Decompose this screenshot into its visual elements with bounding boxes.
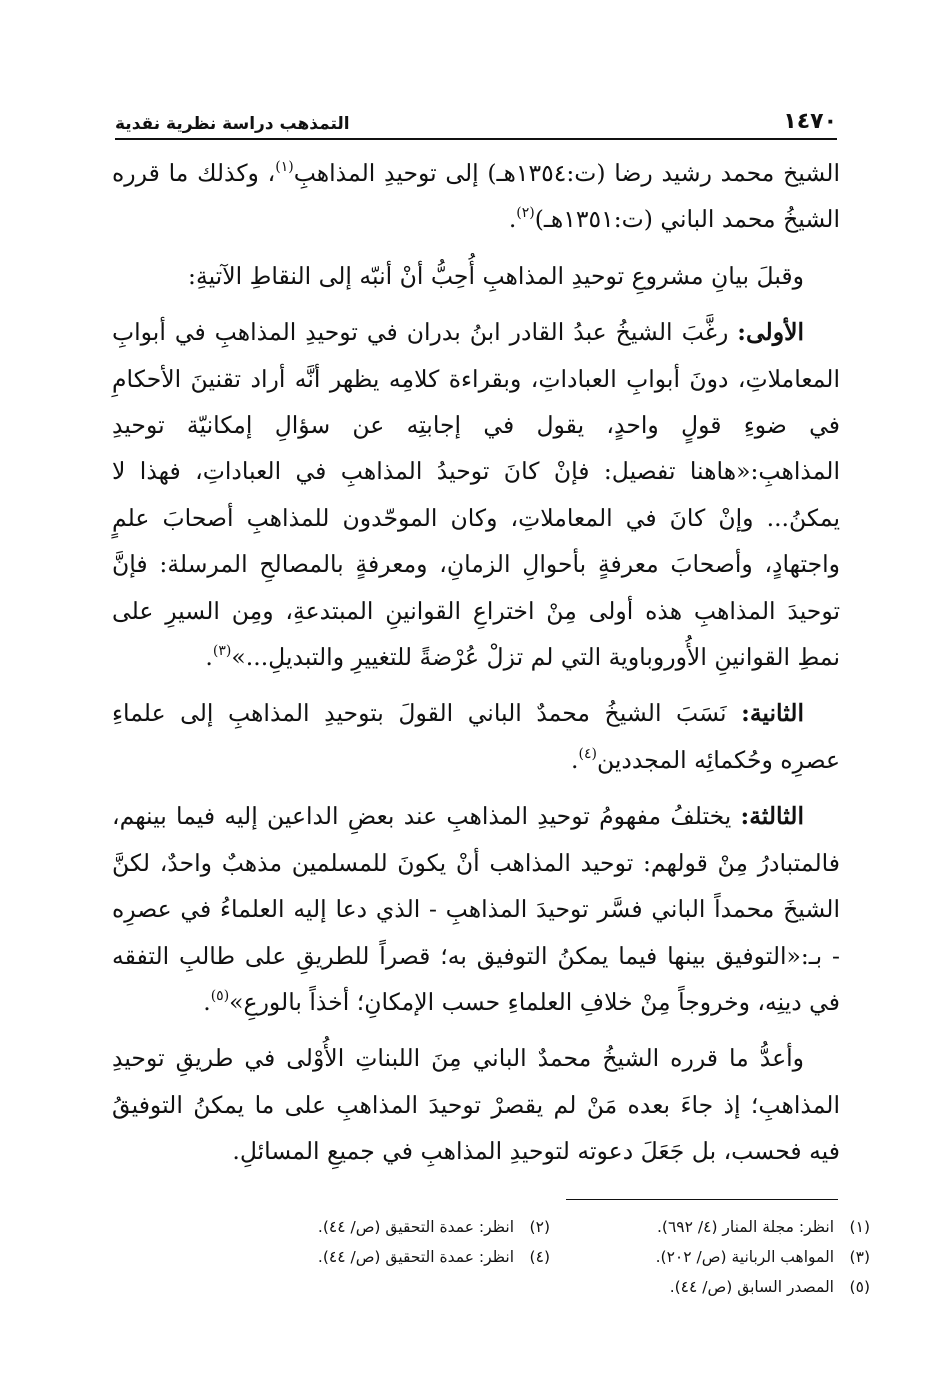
paragraph-2: وقبلَ بيانِ مشروعِ توحيدِ المذاهبِ أُحِبُّ أنْ أنبّه إلى النقاطِ الآتيةِ: <box>188 261 804 290</box>
footnote-text: انظر: عمدة التحقيق (ص/ ٤٤). <box>317 1218 514 1236</box>
footnote-5 <box>550 1272 870 1302</box>
footnote-number: (٣) <box>849 1248 870 1266</box>
footnote-number: (٢) <box>529 1218 550 1236</box>
paragraph-point-3 <box>112 793 840 1025</box>
footnote-text: المواهب الربانية (ص/ ٢٠٢). <box>655 1248 834 1266</box>
footnote-row <box>190 1242 870 1272</box>
footnote-number: (١) <box>849 1218 870 1236</box>
paragraph-point-2 <box>112 690 840 783</box>
running-header <box>115 100 837 140</box>
footnote-3 <box>550 1242 870 1272</box>
footnote-4 <box>230 1242 550 1272</box>
paragraph-conclusion: وأعدُّ ما قرره الشيخُ محمدٌ الباني مِنَ اللبناتِ الأُوْلى في طريقِ توحيدِ المذاهبِ؛ إذ جاءَ بعده مَنْ لم يقصرْ توحيدَ المذاهبِ على ما يمكنُ التوفيقُ فيه فحسب، بل جَعَلَ دعوته لتوحيدِ المذاهبِ في جميعِ المسائلِ. <box>112 1044 840 1166</box>
text-segment: يختلفُ مفهومُ توحيدِ المذاهبِ عند بعضِ الداعين إليه فيما بينهم، فالمتبادرُ مِنْ قولهم: توحيد المذاهب أنْ يكونَ للمسلمين مذهبٌ واحدٌ، لكنَّ الشيخَ محمداً الباني فسَّر توحيدَ المذاهبِ - الذي دعا إليه العلماءُ في عصرِه - بـ:«التوفيق بينها فيما يمكنُ التوفيق به؛ قصراً للطريقِ على طالبِ التفقه في دينِه، وخروجاً مِنْ خلافِ العلماءِ حسب الإمكانِ؛ أخذاً بالورعِ» <box>112 802 840 1016</box>
text-segment: . <box>203 987 211 1016</box>
text-segment: رغَّبَ الشيخُ عبدُ القادر ابنُ بدران في توحيدِ المذاهبِ في أبوابِ المعاملاتِ، دونَ أبوابِ العباداتِ، وبقراءة كلامِه يظهر أنَّه أراد تقنينَ الأحكامِ في ضوءِ قولٍ واحدٍ، يقول في إجابتِه عن سؤالِ إمكانيّة توحيدِ المذاهبِ:«هاهنا تفصيل: فإنْ كانَ توحيدُ المذاهبِ في العباداتِ، فهذا لا يمكنُ... وإنْ كانَ في المعاملاتِ، وكان الموحّدون للمذاهبِ أصحابَ علمٍ واجتهادٍ، وأصحابَ معرفةٍ بأحوالِ الزمانِ، ومعرفةٍ بالمصالحِ المرسلة: فإنَّ توحيدَ المذاهبِ هذه أولى مِنْ اختراعِ القوانينِ المبتدعةِ، ومِن السيرِ على نمطِ القوانينِ الأُوروباوية التي لم تزلْ عُرْضةً للتغييرِ والتبديلِ...» <box>112 318 841 672</box>
footnote-ref-3: (٣) <box>212 643 232 660</box>
page-number: ١٤٧٠ <box>783 109 837 134</box>
point-label: الثالثة: <box>740 802 804 831</box>
footnote-text: المصدر السابق (ص/ ٤٤). <box>669 1278 834 1296</box>
footnote-2 <box>230 1212 550 1242</box>
point-label: الثانية: <box>741 699 804 728</box>
footnote-text: انظر: عمدة التحقيق (ص/ ٤٤). <box>317 1248 514 1266</box>
text-segment: الشيخ محمد رشيد رضا (ت:١٣٥٤هـ) إلى توحيدِ المذاهبِ <box>293 159 840 187</box>
paragraph-1 <box>112 150 840 243</box>
book-title: التمذهب دراسة نظرية نقدية <box>115 114 350 134</box>
text-segment: ، وكذلك ما قرره الشيخُ محمد الباني (ت:١٣٥١هـ) <box>112 159 840 234</box>
main-text <box>112 150 840 1185</box>
footnote-ref-2: (٢) <box>516 205 535 222</box>
paragraph-point-1 <box>112 309 840 680</box>
footnote-row <box>190 1212 870 1242</box>
footnote-number: (٤) <box>529 1248 550 1266</box>
footnote-ref-1: (١) <box>275 159 294 175</box>
footnote-number: (٥) <box>849 1278 870 1296</box>
footnote-row <box>190 1272 870 1302</box>
footnote-ref-5: (٥) <box>210 987 230 1004</box>
footnote-ref-4: (٤) <box>578 745 597 762</box>
text-segment: . <box>508 205 517 234</box>
point-label: الأولى: <box>737 318 804 347</box>
footnote-text: انظر: مجلة المنار (٤/ ٦٩٢). <box>656 1218 834 1236</box>
text-segment: . <box>571 745 579 774</box>
footnote-1 <box>550 1212 870 1242</box>
footnotes <box>190 1212 870 1302</box>
footnote-separator <box>566 1199 838 1200</box>
text-segment: نَسَبَ الشيخُ محمدٌ الباني القولَ بتوحيدِ المذاهبِ إلى علماءِ عصرِه وحُكمائِه المجددين <box>112 699 840 774</box>
text-segment: . <box>205 643 213 672</box>
